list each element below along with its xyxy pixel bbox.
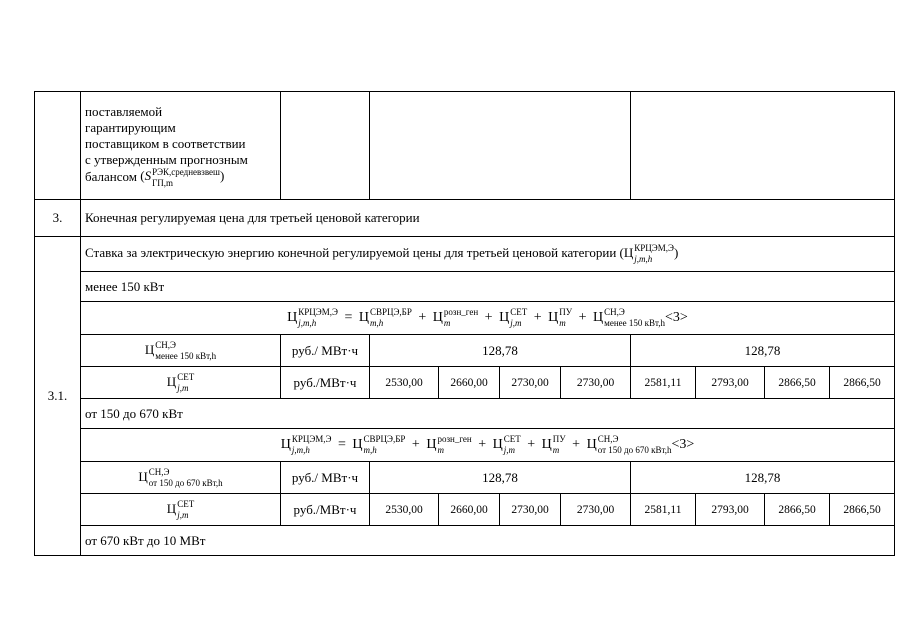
table-row: [35, 526, 895, 556]
row-number: 3.1.: [35, 237, 81, 556]
footnote-ref: <3>: [671, 437, 695, 453]
unit-cell: руб./МВт·ч: [281, 494, 370, 526]
section-heading: от 150 до 670 кВт: [81, 399, 895, 429]
unit-cell: руб./ МВт·ч: [281, 462, 370, 494]
value-cell: 2530,00: [370, 494, 439, 526]
description-cell: [81, 92, 281, 200]
unit-cell: [281, 92, 370, 200]
row-number-cell: [35, 92, 81, 200]
description-line: балансом: [85, 168, 137, 184]
row-label: Ц СЕТ j,m: [81, 494, 281, 526]
value-cell: 2793,00: [696, 367, 765, 399]
value-cell: 2581,11: [631, 367, 696, 399]
unit-cell: руб./ МВт·ч: [281, 335, 370, 367]
table-row: [35, 462, 895, 494]
value-group-cell: [631, 92, 895, 200]
table-row: [35, 272, 895, 302]
table-row: [35, 335, 895, 367]
table-row: [35, 200, 895, 237]
formula: Ц КРЦЭМ,Э j,m,h = Ц СВРЦЭ,БР m,h + Ц розн_ген m + Ц СЕТ j,m + Ц ПУ m + Ц СН,Э менее 150 кВт,h <3>: [81, 302, 895, 335]
section-title: Конечная регулируемая цена для третьей ценовой категории: [81, 200, 895, 237]
value-cell: 2530,00: [370, 367, 439, 399]
value-cell: 2730,00: [561, 494, 631, 526]
formula: Ц КРЦЭМ,Э j,m,h = Ц СВРЦЭ,БР m,h + Ц розн_ген m + Ц СЕТ j,m + Ц ПУ m + Ц СН,Э от 150 до 670 кВт,h <3>: [81, 429, 895, 462]
value-cell: 2866,50: [765, 367, 830, 399]
table-row: [35, 367, 895, 399]
table-row: [35, 237, 895, 272]
description-line: с утвержденным прогнозным: [85, 151, 248, 167]
value-group-cell: [370, 92, 631, 200]
row-label: Ц СН,Э от 150 до 670 кВт,h: [81, 462, 281, 494]
table-row: [35, 399, 895, 429]
row-label: Ц СЕТ j,m: [81, 367, 281, 399]
description-line: гарантирующим: [85, 119, 176, 135]
description-line: поставляемой: [85, 103, 163, 119]
value-cell: 2660,00: [439, 367, 500, 399]
section-heading: менее 150 кВт: [81, 272, 895, 302]
table-row: [35, 429, 895, 462]
tariff-table: [34, 91, 895, 556]
value-cell: 2660,00: [439, 494, 500, 526]
description-line: поставщиком в соответствии: [85, 135, 246, 151]
row-number: 3.: [35, 200, 81, 237]
row-label: Ц СН,Э менее 150 кВт,h: [81, 335, 281, 367]
value-cell: 2866,50: [830, 494, 895, 526]
value-cell: 2866,50: [765, 494, 830, 526]
value-cell: 128,78: [631, 335, 895, 367]
value-cell: 128,78: [631, 462, 895, 494]
value-cell: 2730,00: [561, 367, 631, 399]
value-cell: 2730,00: [500, 494, 561, 526]
value-cell: 2866,50: [830, 367, 895, 399]
footnote-ref: <3>: [665, 310, 688, 326]
value-cell: 2793,00: [696, 494, 765, 526]
table-row: [35, 302, 895, 335]
section-heading: от 670 кВт до 10 МВт: [81, 526, 895, 556]
value-cell: 128,78: [370, 335, 631, 367]
value-cell: 128,78: [370, 462, 631, 494]
table-row: [35, 92, 895, 200]
formula-symbol: (S РЭК,средневзвеш ГП,m ): [140, 166, 225, 188]
table-row: [35, 494, 895, 526]
subsection-title: Ставка за электрическую энергию конечной регулируемой цены для третьей ценовой категории (Ц КРЦЭМ,Э j,m,h ): [81, 237, 895, 272]
unit-cell: руб./МВт·ч: [281, 367, 370, 399]
value-cell: 2581,11: [631, 494, 696, 526]
value-cell: 2730,00: [500, 367, 561, 399]
